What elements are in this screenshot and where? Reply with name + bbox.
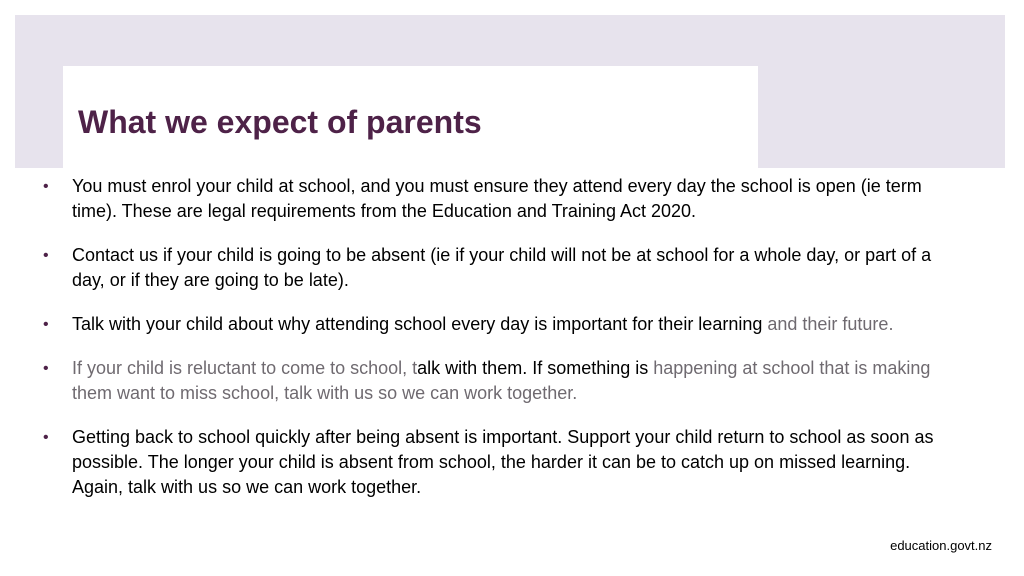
bullet-dot-icon: •: [43, 247, 49, 264]
bullet-list: [43, 174, 958, 519]
bullet-text: Getting back to school quickly after being absent is important. Support your child return to school as soon as possible. The longer your child is absent from school, the harder it can be to catch up on missed learning. Again, talk with us so we can work together.: [72, 427, 934, 497]
bullet-item-enrol: [43, 174, 958, 224]
bullet-text: You must enrol your child at school, and you must ensure they attend every day the school is open (ie term time). These are legal requirements from the Education and Training Act 2020.: [72, 176, 922, 221]
bullet-text-muted: and their future.: [762, 314, 894, 334]
bullet-text: alk with them. If something is: [417, 358, 649, 378]
bullet-item-absence: [43, 243, 958, 293]
bullet-dot-icon: •: [43, 429, 49, 446]
bullet-dot-icon: •: [43, 178, 49, 195]
bullet-dot-icon: •: [43, 360, 49, 377]
bullet-text-muted: If your child is reluctant to come to school, t: [72, 358, 418, 378]
bullet-text-muted: happening at school that is making them want to miss school, talk with us so we can work together.: [72, 358, 931, 403]
bullet-item-return: [43, 425, 958, 500]
bullet-item-reluctant: [43, 356, 958, 406]
slide-title: What we expect of parents: [78, 104, 482, 140]
footer-url: education.govt.nz: [890, 538, 992, 553]
bullet-text: Contact us if your child is going to be absent (ie if your child will not be at school for a whole day, or part of a day, or if they are going to be late).: [72, 245, 932, 290]
bullet-item-talk: [43, 312, 958, 337]
bullet-text: Talk with your child about why attending school every day is important for their learning: [72, 314, 763, 334]
bullet-dot-icon: •: [43, 316, 49, 333]
